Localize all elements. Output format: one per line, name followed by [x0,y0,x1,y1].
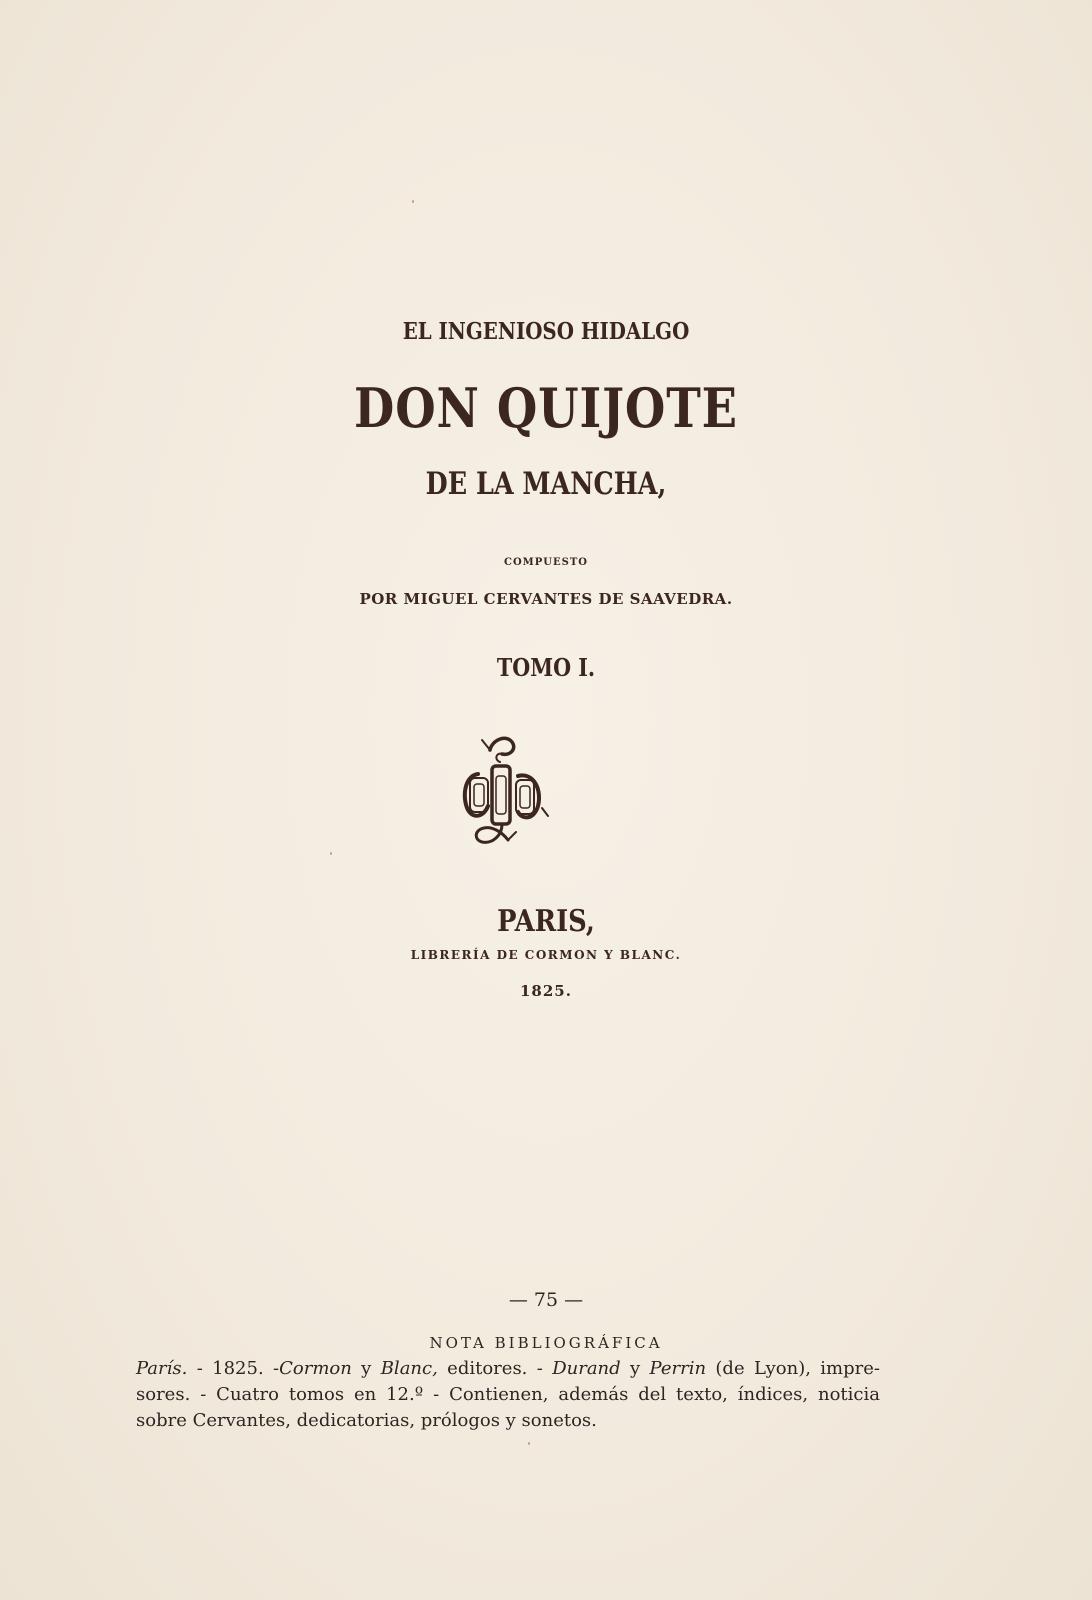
paper-speck [528,1442,530,1445]
author-line: POR MIGUEL CERVANTES DE SAAVEDRA. [359,590,733,608]
note-line-2: sores. - Cuatro tomos en 12.º - Contienen, además del texto, índices, noticia [136,1384,880,1405]
volume-label: TOMO I. [496,653,596,682]
compuesto-label: COMPUESTO [504,557,588,568]
book-subtitle: EL INGENIOSO HIDALGO [402,318,690,345]
note-line-1: París. - 1825. -Cormon y Blanc, editores. - Durand y Perrin (de Lyon), impre- [136,1358,880,1379]
publisher-label: LIBRERÍA DE CORMON Y BLANC. [410,948,682,962]
page-number: — 75 — [508,1289,584,1311]
note-line-3: sobre Cervantes, dedicatorias, prólogos y sonetos. [136,1410,597,1431]
bibliographic-note [136,1356,880,1434]
book-title: DON QUIJOTE [354,376,738,440]
city-label: PARIS, [497,904,595,939]
book-title-place: DE LA MANCHA, [425,466,667,502]
paper-speck [330,852,332,855]
printer-monogram-icon [462,736,558,848]
year-label: 1825. [520,982,572,1000]
note-heading: NOTA BIBLIOGRÁFICA [429,1334,663,1352]
paper-speck [412,200,414,203]
